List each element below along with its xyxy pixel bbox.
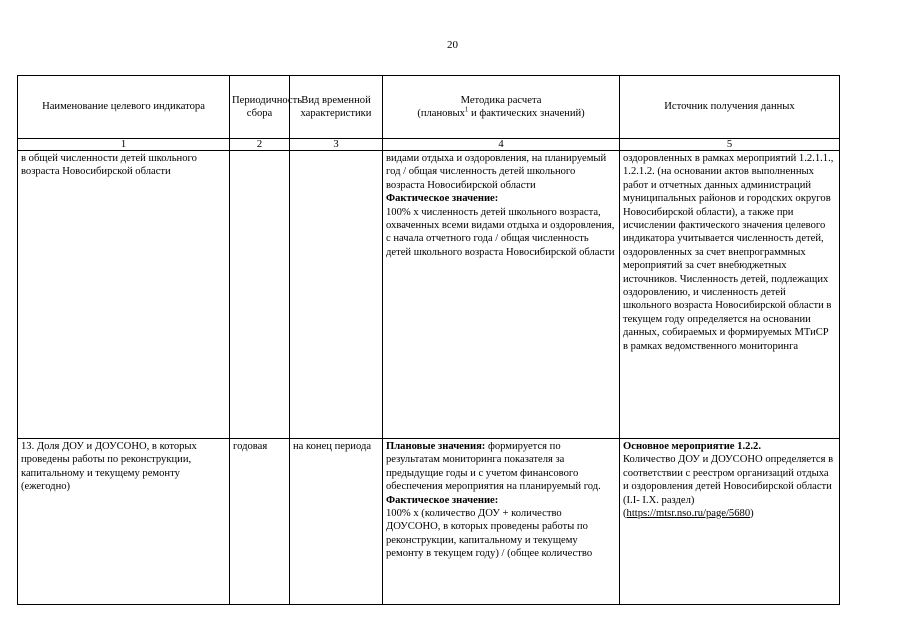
methodology-cell <box>383 151 620 439</box>
indicators-table <box>17 75 840 605</box>
page-number: 20 <box>447 39 458 51</box>
time-characteristic-cell <box>290 151 383 439</box>
header-methodology <box>383 76 620 139</box>
indicator-name: 13. Доля ДОУ и ДОУСОНО, в которых проведены работы по реконструкции, капитальному и текущему ремонту (ежегодно) <box>21 441 197 493</box>
column-number: 2 <box>230 139 290 151</box>
plan-value-text: формируется по результатам мониторинга показателя за предыдущие годы и с учетом финансового обеспечения мероприятия на планируемый год. <box>386 441 601 493</box>
data-source-cell <box>620 151 840 439</box>
column-number: 3 <box>290 139 383 151</box>
fact-value-label: Фактическое значение: <box>386 494 499 506</box>
column-number-row <box>18 139 840 151</box>
link-close-paren: ) <box>750 508 754 520</box>
footnote-marker: 1 <box>464 105 469 114</box>
fact-value-label: Фактическое значение: <box>386 193 499 205</box>
main-activity-label: Основное мероприятие 1.2.2. <box>623 441 761 452</box>
column-number: 4 <box>383 139 620 151</box>
table-row <box>18 439 840 605</box>
header-time-characteristic: Вид временной характеристики <box>290 76 383 139</box>
indicator-name-cell <box>18 439 230 605</box>
table-row <box>18 151 840 439</box>
data-source-text: оздоровленных в рамках мероприятий 1.2.1.1., 1.2.1.2. (на основании актов выполненных работ и отчетных данных администраций муниципальных районов и городских округов Новосибирской области), а также при исчислении фактического значения целевого индикатора учитывается численность детей, оздоровленных за счет внепрограммных мероприятий за счет внебюджетных источников. Численность детей, подлежащих оздоровлению, и численность детей школьного возраста Новосибирской области в текущем году определяется на основании данных, собираемых и формируемых МТиСР в рамках ведомственного мониторинга <box>623 153 834 352</box>
fact-value-formula: 100% x (количество ДОУ + количество ДОУСОНО, в которых проведены работы по реконструкции, капитальному и текущему ремонту в текущем году) / (общее количество <box>386 508 593 560</box>
header-data-source: Источник получения данных <box>620 76 840 139</box>
column-number: 5 <box>620 139 840 151</box>
fact-value-formula: 100% x численность детей школьного возраста, охваченных всеми видами отдыха и оздоровления, с начала отчетного года / общая численность детей школьного возраста Новосибирской области <box>386 206 615 258</box>
column-number: 1 <box>18 139 230 151</box>
data-source-text: Количество ДОУ и ДОУСОНО определяется в соответствии с реестром организаций отдыха и оздоровления детей Новосибирской области (I.I- I.X. раздел) <box>623 454 834 506</box>
link-open-paren: ( <box>623 508 627 520</box>
periodicity-cell <box>230 151 290 439</box>
indicator-name-cell <box>18 151 230 439</box>
methodology-cell <box>383 439 620 605</box>
header-methodology-sub-b: и фактических значений) <box>468 108 585 119</box>
header-indicator-name: Наименование целевого индикатора <box>18 76 230 139</box>
periodicity: годовая <box>233 441 268 452</box>
periodicity-cell <box>230 439 290 605</box>
time-characteristic: на конец периода <box>293 441 372 452</box>
registry-link[interactable]: https://mtsr.nso.ru/page/5680 <box>626 508 751 520</box>
indicator-name: в общей численности детей школьного возраста Новосибирской области <box>21 153 197 178</box>
time-characteristic-cell <box>290 439 383 605</box>
table-header-row <box>18 76 840 139</box>
methodology-intro: видами отдыха и оздоровления, на планируемый год / общая численность детей школьного возраста Новосибирской области <box>386 153 607 191</box>
plan-value-label: Плановые значения: <box>386 441 486 452</box>
header-methodology-main: Методика расчета <box>460 94 542 106</box>
header-methodology-sub-a: (плановых <box>417 108 465 119</box>
header-periodicity: Периодичность сбора <box>230 76 290 139</box>
data-source-cell <box>620 439 840 605</box>
